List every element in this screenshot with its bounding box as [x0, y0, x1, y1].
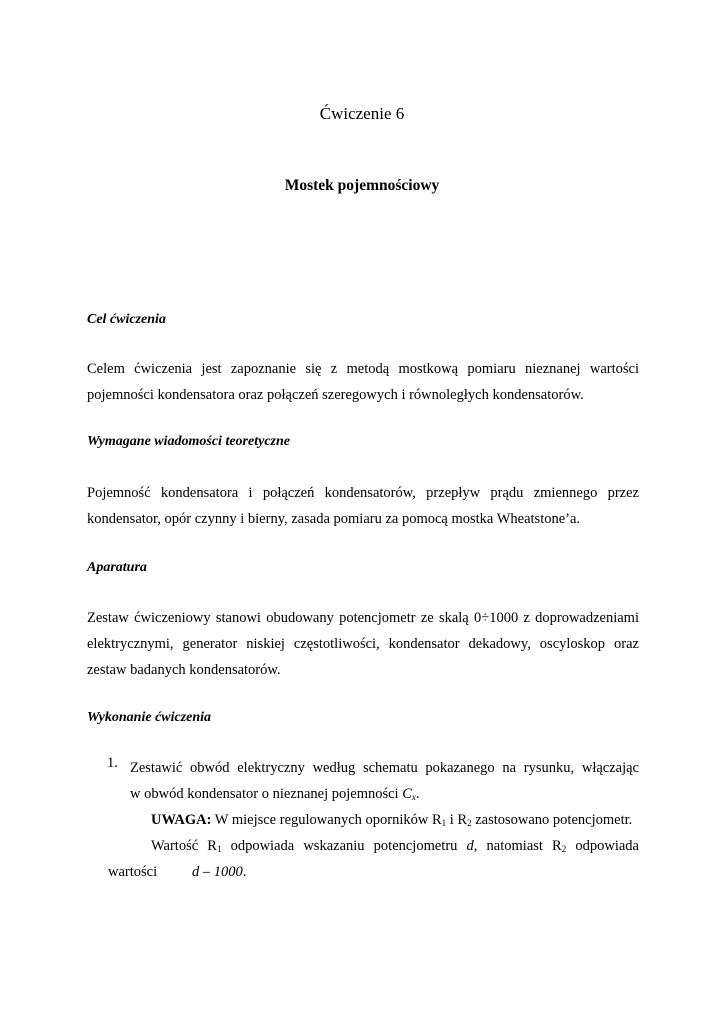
subscript-x: x — [411, 792, 416, 802]
last-end: . — [242, 864, 247, 880]
variable-c: C — [402, 786, 412, 802]
goal-line-1: Celem ćwiczenia jest zapoznanie się z metodą mostkową pomiaru nieznanej wartości — [87, 361, 639, 377]
last-line — [108, 859, 157, 885]
note-subscript-2: 2 — [467, 818, 472, 828]
apparatus-line-1: Zestaw ćwiczeniowy stanowi obudowany potencjometr ze skalą 0÷1000 z doprowadzeniami — [87, 610, 639, 626]
last-expression — [192, 859, 246, 885]
theory-paragraph — [87, 480, 639, 532]
note-line — [151, 807, 632, 833]
note-text-b: i R — [446, 812, 468, 828]
page-title: Ćwiczenie 6 — [319, 104, 405, 123]
expression-d-minus-1000: d – 1000 — [192, 864, 243, 880]
list-item-number: 1. — [107, 755, 118, 771]
note-label: UWAGA: — [151, 812, 212, 828]
page-subtitle: Mostek pojemnościowy — [284, 177, 440, 194]
apparatus-line-3: zestaw badanych kondensatorów. — [87, 662, 281, 678]
procedure-line-2-end: . — [415, 786, 420, 802]
theory-line-1: Pojemność kondensatora i połączeń kondensatorów, przepływ prądu zmiennego przez — [87, 485, 639, 501]
variable-d: d — [466, 838, 474, 854]
apparatus-paragraph — [87, 605, 639, 683]
value-text-a: Wartość R — [151, 838, 217, 854]
section-heading-procedure: Wykonanie ćwiczenia — [87, 710, 212, 725]
value-subscript-1: 1 — [216, 844, 222, 854]
note-text-a: W miejsce regulowanych oporników R — [211, 812, 442, 828]
value-text-b: odpowiada wskazaniu potencjometru — [221, 838, 467, 854]
section-heading-theory: Wymagane wiadomości teoretyczne — [87, 434, 290, 449]
procedure-line-2-text: w obwód kondensator o nieznanej pojemności — [130, 786, 403, 802]
value-text-c: , natomiast R — [473, 838, 562, 854]
variable-cx — [402, 786, 416, 802]
procedure-line-1: Zestawić obwód elektryczny według schematu pokazanego na rysunku, włączając — [130, 760, 639, 776]
goal-line-2: pojemności kondensatora oraz połączeń szeregowych i równoległych kondensatorów. — [87, 387, 584, 403]
section-heading-goal: Cel ćwiczenia — [87, 312, 166, 327]
section-heading-apparatus: Aparatura — [87, 560, 147, 575]
value-subscript-2: 2 — [561, 844, 567, 854]
value-text-d: odpowiada — [566, 838, 639, 854]
procedure-line-2 — [130, 781, 639, 807]
note-text-c: zastosowano potencjometr. — [471, 812, 633, 828]
last-word: wartości — [108, 864, 158, 880]
goal-paragraph — [87, 356, 639, 408]
theory-line-2: kondensator, opór czynny i bierny, zasada pomiaru za pomocą mostka Wheatstone’a. — [87, 511, 581, 527]
procedure-item — [130, 755, 639, 807]
apparatus-line-2: elektrycznymi, generator niskiej częstotliwości, kondensator dekadowy, oscyloskop oraz — [87, 636, 639, 652]
value-line — [151, 833, 639, 859]
note-subscript-1: 1 — [441, 818, 447, 828]
